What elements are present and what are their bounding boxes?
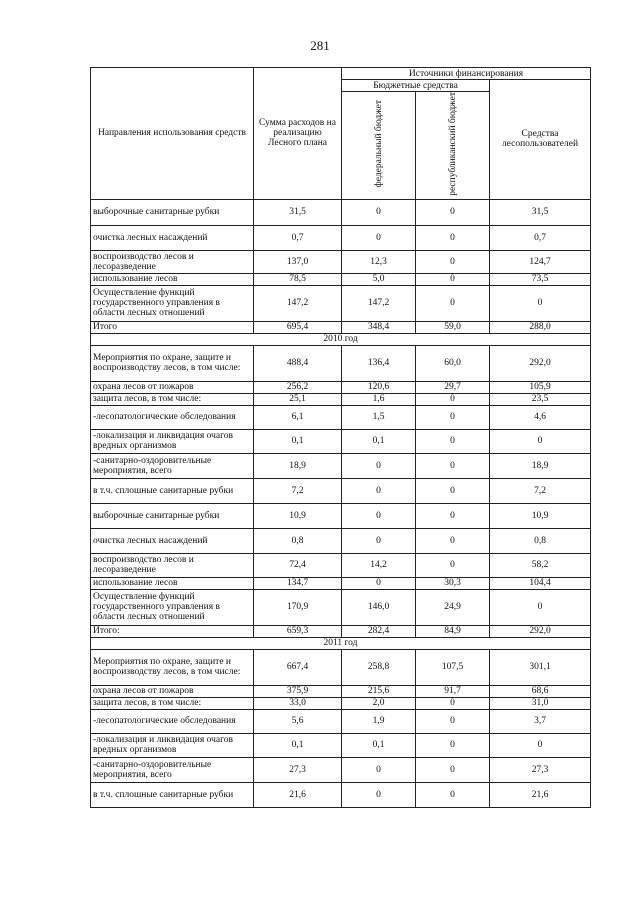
republic-cell: 0 (416, 429, 490, 453)
total-cell: 256,2 (254, 381, 342, 393)
republic-cell: 0 (416, 405, 490, 429)
users-cell: 104,4 (490, 577, 591, 589)
table-row (91, 273, 591, 285)
total-cell: 147,2 (254, 285, 342, 321)
users-cell: 73,5 (490, 273, 591, 285)
total-cell: 667,4 (254, 649, 342, 685)
republic-cell: 0 (416, 453, 490, 478)
users-cell: 124,7 (490, 250, 591, 273)
total-cell: 0,7 (254, 225, 342, 250)
users-cell: 10,9 (490, 503, 591, 528)
users-cell: 0,7 (490, 225, 591, 250)
row-label: -локализация и ликвидация очагов вредных организмов (91, 733, 254, 757)
total-cell: 170,9 (254, 589, 342, 625)
republic-cell: 0 (416, 709, 490, 733)
row-label: воспроизводство лесов и лесоразведение (91, 250, 254, 273)
federal-cell: 0 (342, 503, 416, 528)
federal-cell: 0 (342, 782, 416, 807)
federal-cell: 0 (342, 225, 416, 250)
users-cell: 292,0 (490, 625, 591, 637)
row-label: использование лесов (91, 273, 254, 285)
table-row (91, 199, 591, 225)
users-cell: 288,0 (490, 321, 591, 333)
users-cell: 21,6 (490, 782, 591, 807)
table-row (91, 709, 591, 733)
table-row (91, 782, 591, 807)
table-header (91, 68, 591, 200)
header-republic: республиканский бюджет (416, 92, 490, 200)
row-label: Мероприятия по охране, защите и воспроизводству лесов, в том числе: (91, 649, 254, 685)
row-label: использование лесов (91, 577, 254, 589)
table-row (91, 553, 591, 577)
republic-cell: 0 (416, 528, 490, 553)
federal-cell: 0 (342, 199, 416, 225)
row-label: Мероприятия по охране, защите и воспроизводству лесов, в том числе: (91, 345, 254, 381)
federal-cell: 215,6 (342, 685, 416, 697)
row-label: охрана лесов от пожаров (91, 381, 254, 393)
table-row (91, 577, 591, 589)
header-budget: Бюджетные средства (342, 80, 490, 92)
users-cell: 18,9 (490, 453, 591, 478)
row-label: выборочные санитарные рубки (91, 199, 254, 225)
republic-cell: 30,3 (416, 577, 490, 589)
table-row (91, 453, 591, 478)
total-cell: 25,1 (254, 393, 342, 405)
federal-cell: 14,2 (342, 553, 416, 577)
table-row (91, 478, 591, 503)
total-cell: 33,0 (254, 697, 342, 709)
table-row (91, 503, 591, 528)
row-label: в т.ч. сплошные санитарные рубки (91, 478, 254, 503)
users-cell: 7,2 (490, 478, 591, 503)
federal-cell: 12,3 (342, 250, 416, 273)
header-direction: Направления использования средств (91, 68, 254, 200)
republic-cell: 0 (416, 250, 490, 273)
republic-cell: 84,9 (416, 625, 490, 637)
table-row (91, 393, 591, 405)
total-cell: 78,5 (254, 273, 342, 285)
republic-cell: 0 (416, 733, 490, 757)
table-row (91, 321, 591, 333)
row-label: выборочные санитарные рубки (91, 503, 254, 528)
republic-cell: 59,0 (416, 321, 490, 333)
year-row (91, 637, 591, 649)
total-cell: 21,6 (254, 782, 342, 807)
users-cell: 0 (490, 733, 591, 757)
republic-cell: 0 (416, 503, 490, 528)
federal-cell: 0,1 (342, 733, 416, 757)
row-label: Осуществление функций государственного управления в области лесных отношений (91, 589, 254, 625)
total-cell: 31,5 (254, 199, 342, 225)
federal-cell: 146,0 (342, 589, 416, 625)
users-cell: 292,0 (490, 345, 591, 381)
row-label: Осуществление функций государственного управления в области лесных отношений (91, 285, 254, 321)
total-cell: 0,1 (254, 733, 342, 757)
row-label: -лесопатологические обследования (91, 709, 254, 733)
total-cell: 10,9 (254, 503, 342, 528)
total-cell: 375,9 (254, 685, 342, 697)
table-row (91, 429, 591, 453)
federal-cell: 0 (342, 757, 416, 782)
total-cell: 695,4 (254, 321, 342, 333)
total-cell: 134,7 (254, 577, 342, 589)
federal-cell: 0 (342, 577, 416, 589)
federal-cell: 1,6 (342, 393, 416, 405)
users-cell: 31,0 (490, 697, 591, 709)
table-row (91, 757, 591, 782)
total-cell: 6,1 (254, 405, 342, 429)
republic-cell: 29,7 (416, 381, 490, 393)
federal-cell: 147,2 (342, 285, 416, 321)
table-row (91, 589, 591, 625)
federal-cell: 136,4 (342, 345, 416, 381)
republic-cell: 0 (416, 782, 490, 807)
row-label: в т.ч. сплошные санитарные рубки (91, 782, 254, 807)
republic-cell: 0 (416, 273, 490, 285)
row-label: защита лесов, в том числе: (91, 393, 254, 405)
table-row (91, 733, 591, 757)
total-cell: 659,3 (254, 625, 342, 637)
header-total: Сумма расходов на реализацию Лесного плана (254, 68, 342, 200)
republic-cell: 24,9 (416, 589, 490, 625)
republic-cell: 0 (416, 697, 490, 709)
users-cell: 0,8 (490, 528, 591, 553)
row-label: -санитарно-оздоровительные мероприятия, всего (91, 757, 254, 782)
federal-cell: 1,9 (342, 709, 416, 733)
year-label: 2011 год (91, 637, 591, 649)
year-label: 2010 год (91, 333, 591, 345)
table-row (91, 345, 591, 381)
users-cell: 0 (490, 589, 591, 625)
header-sources: Источники финансирования (342, 68, 591, 80)
republic-cell: 0 (416, 393, 490, 405)
table-row (91, 381, 591, 393)
republic-cell: 0 (416, 757, 490, 782)
table-row (91, 625, 591, 637)
federal-cell: 282,4 (342, 625, 416, 637)
table-row (91, 405, 591, 429)
row-label: -санитарно-оздоровительные мероприятия, всего (91, 453, 254, 478)
users-cell: 3,7 (490, 709, 591, 733)
funding-table (90, 67, 591, 808)
table-row (91, 649, 591, 685)
table-row (91, 685, 591, 697)
users-cell: 31,5 (490, 199, 591, 225)
users-cell: 105,9 (490, 381, 591, 393)
row-label: защита лесов, в том числе: (91, 697, 254, 709)
total-cell: 137,0 (254, 250, 342, 273)
federal-cell: 0,1 (342, 429, 416, 453)
republic-cell: 107,5 (416, 649, 490, 685)
header-users: Средства лесопользователей (490, 80, 591, 200)
total-cell: 0,8 (254, 528, 342, 553)
users-cell: 58,2 (490, 553, 591, 577)
total-cell: 488,4 (254, 345, 342, 381)
table-row (91, 250, 591, 273)
republic-cell: 0 (416, 553, 490, 577)
total-cell: 27,3 (254, 757, 342, 782)
row-label: очистка лесных насаждений (91, 225, 254, 250)
federal-cell: 0 (342, 528, 416, 553)
row-label: Итого: (91, 625, 254, 637)
federal-cell: 258,8 (342, 649, 416, 685)
year-row (91, 333, 591, 345)
row-label: воспроизводство лесов и лесоразведение (91, 553, 254, 577)
republic-cell: 0 (416, 285, 490, 321)
republic-cell: 60,0 (416, 345, 490, 381)
total-cell: 5,6 (254, 709, 342, 733)
header-federal: федеральный бюджет (342, 92, 416, 200)
total-cell: 0,1 (254, 429, 342, 453)
row-label: очистка лесных насаждений (91, 528, 254, 553)
republic-cell: 0 (416, 478, 490, 503)
row-label: -лесопатологические обследования (91, 405, 254, 429)
table-row (91, 225, 591, 250)
federal-cell: 120,6 (342, 381, 416, 393)
federal-cell: 1,5 (342, 405, 416, 429)
federal-cell: 5,0 (342, 273, 416, 285)
table-row (91, 285, 591, 321)
total-cell: 7,2 (254, 478, 342, 503)
page-number: 281 (310, 38, 330, 53)
federal-cell: 2,0 (342, 697, 416, 709)
federal-cell: 0 (342, 478, 416, 503)
users-cell: 0 (490, 285, 591, 321)
republic-cell: 91,7 (416, 685, 490, 697)
users-cell: 0 (490, 429, 591, 453)
row-label: охрана лесов от пожаров (91, 685, 254, 697)
row-label: -локализация и ликвидация очагов вредных организмов (91, 429, 254, 453)
federal-cell: 348,4 (342, 321, 416, 333)
table-row (91, 697, 591, 709)
users-cell: 68,6 (490, 685, 591, 697)
users-cell: 301,1 (490, 649, 591, 685)
table-body (91, 199, 591, 807)
total-cell: 18,9 (254, 453, 342, 478)
users-cell: 4,6 (490, 405, 591, 429)
users-cell: 27,3 (490, 757, 591, 782)
row-label: Итого (91, 321, 254, 333)
federal-cell: 0 (342, 453, 416, 478)
total-cell: 72,4 (254, 553, 342, 577)
users-cell: 23,5 (490, 393, 591, 405)
republic-cell: 0 (416, 199, 490, 225)
republic-cell: 0 (416, 225, 490, 250)
table-row (91, 528, 591, 553)
